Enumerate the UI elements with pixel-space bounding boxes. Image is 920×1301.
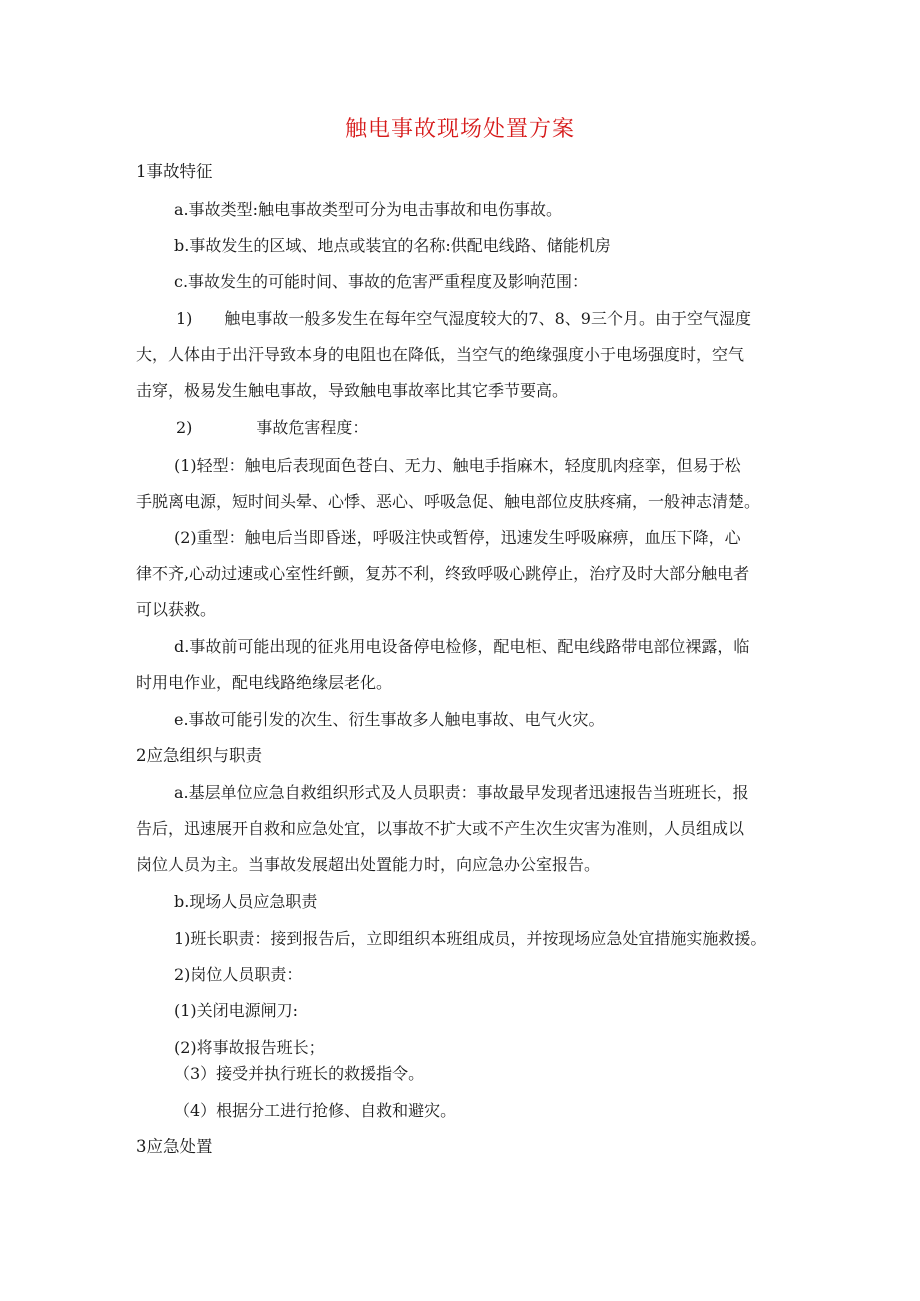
paragraph-line: (1)轻型：触电后表现面色苍白、无力、触电手指麻木，轻度肌肉痉挛，但易于松: [174, 456, 741, 475]
section-heading: 1事故特征: [136, 162, 213, 181]
paragraph-line: （4）根据分工进行抢修、自救和避灾。: [174, 1101, 457, 1120]
paragraph-line: 手脱离电源，短时间头晕、心悸、恶心、呼吸急促、触电部位皮肤疼痛，一般神志清楚。: [136, 492, 761, 511]
paragraph-line: 可以获救。: [136, 600, 217, 619]
paragraph-line: 律不齐,心动过速或心室性纤颤，复苏不利，终致呼吸心跳停止，治疗及时大部分触电者: [136, 564, 750, 583]
paragraph-line: a.事故类型:触电事故类型可分为电击事故和电伤事故。: [174, 200, 563, 219]
paragraph-line: 岗位人员为主。当事故发展超出处置能力时，向应急办公室报告。: [136, 855, 601, 874]
paragraph-line: c.事故发生的可能时间、事故的危害严重程度及影响范围：: [174, 272, 589, 291]
paragraph-line: 大，人体由于出汗导致本身的电阻也在降低，当空气的绝缘强度小于电场强度时，空气: [136, 345, 745, 364]
paragraph-line: 1)班长职责：接到报告后，立即组织本班组成员，并按现场应急处宜措施实施救援。: [174, 929, 767, 948]
section-heading: 2应急组织与职责: [136, 746, 262, 765]
paragraph-line: (1)关闭电源闸刀:: [174, 1001, 299, 1020]
paragraph-line: 告后，迅速展开自救和应急处宜，以事故不扩大或不产生次生灾害为准则，人员组成以: [136, 819, 745, 838]
paragraph-line: （3）接受并执行班长的救援指令。: [174, 1064, 425, 1083]
section-heading: 3应急处置: [136, 1137, 213, 1156]
document-title: 触电事故现场处置方案: [344, 117, 575, 142]
paragraph-line: b.现场人员应急职责: [174, 892, 318, 911]
paragraph-line: 2)岗位人员职责：: [174, 965, 303, 984]
paragraph-line: (2)重型：触电后当即昏迷，呼吸注快或暂停，迅速发生呼吸麻痹，血压下降，心: [174, 528, 741, 547]
paragraph-line: (2)将事故报告班长；: [174, 1038, 325, 1057]
paragraph-line: 时用电作业，配电线路绝缘层老化。: [136, 673, 393, 692]
paragraph-line: 1) 触电事故一般多发生在每年空气湿度较大的7、8、9三个月。由于空气湿度: [176, 309, 751, 328]
paragraph-line: 击穿，极易发生触电事故，导致触电事故率比其它季节要高。: [136, 381, 569, 400]
paragraph-line: a.基层单位应急自救组织形式及人员职责：事故最早发现者迅速报告当班班长，报: [174, 783, 749, 802]
paragraph-line: 2) 事故危害程度：: [176, 418, 369, 437]
paragraph-line: e.事故可能引发的次生、衍生事故多人触电事故、电气火灾。: [174, 710, 605, 729]
paragraph-line: b.事故发生的区域、地点或装宜的名称:供配电线路、储能机房: [174, 236, 611, 255]
paragraph-line: d.事故前可能出现的征兆用电设备停电检修，配电柜、配电线路带电部位裸露，临: [174, 637, 750, 656]
